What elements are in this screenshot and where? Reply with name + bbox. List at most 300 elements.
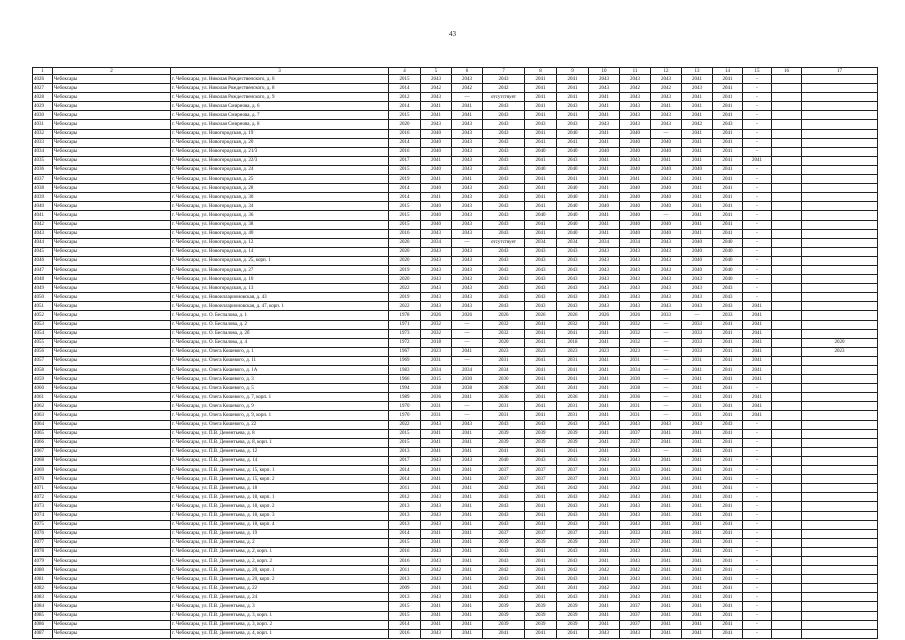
table-cell: г. Чебоксары, ул. Олега Кошевого, д. 22 xyxy=(171,420,389,429)
table-row xyxy=(33,84,878,93)
table-cell: 2043 xyxy=(557,256,589,265)
table-cell: 2042 xyxy=(483,484,525,493)
table-cell: 2043 xyxy=(483,120,525,129)
table-cell: - xyxy=(743,575,772,584)
table-cell: г. Чебоксары, ул. Новогородская, д. 38 xyxy=(171,220,389,229)
table-cell: 2014 xyxy=(389,102,421,111)
table-cell: 2043 xyxy=(483,102,525,111)
table-cell xyxy=(772,456,802,465)
table-cell: 2040 xyxy=(421,165,452,174)
table-cell: — xyxy=(651,129,682,138)
table-cell: 2043 xyxy=(557,556,589,565)
table-cell: - xyxy=(743,165,772,174)
table-cell: 2026 xyxy=(525,311,557,320)
table-cell: 2041 xyxy=(452,556,483,565)
table-cell: 4042 xyxy=(33,220,53,229)
page-number: 43 xyxy=(449,30,456,38)
table-cell: 2043 xyxy=(651,275,682,284)
table-cell: 2041 xyxy=(525,229,557,238)
table-cell xyxy=(772,311,802,320)
table-cell: 2043 xyxy=(651,175,682,184)
table-cell: 2043 xyxy=(682,420,713,429)
table-cell: 2043 xyxy=(483,420,525,429)
table-cell: Чебоксары xyxy=(53,438,171,447)
table-cell: 2041 xyxy=(452,393,483,402)
table-cell: 1983 xyxy=(389,366,421,375)
table-cell: 2041 xyxy=(525,220,557,229)
table-cell: 2041 xyxy=(525,84,557,93)
table-cell: 2041 xyxy=(713,629,743,638)
table-cell xyxy=(802,247,878,256)
column-number: 7 xyxy=(483,68,525,75)
table-row xyxy=(33,93,878,102)
table-cell: 2041 xyxy=(713,438,743,447)
table-cell: 2015 xyxy=(389,429,421,438)
table-cell: Чебоксары xyxy=(53,211,171,220)
table-cell: г. Чебоксары, ул. Новогородская, д. 40 xyxy=(171,229,389,238)
table-cell: 2040 xyxy=(620,202,651,211)
table-cell: - xyxy=(743,229,772,238)
table-row xyxy=(33,402,878,411)
table-cell: 2043 xyxy=(651,293,682,302)
table-cell: 2041 xyxy=(589,602,620,611)
table-cell: 2020 xyxy=(483,338,525,347)
table-cell: 2033 xyxy=(713,311,743,320)
table-cell: 2043 xyxy=(483,293,525,302)
table-cell: 2043 xyxy=(620,111,651,120)
table-cell xyxy=(772,293,802,302)
table-cell xyxy=(772,511,802,520)
table-row xyxy=(33,275,878,284)
table-cell: 2040 xyxy=(421,220,452,229)
table-cell: г. Чебоксары, ул. О. Беспалова, д. 2 xyxy=(171,320,389,329)
table-cell: 4034 xyxy=(33,147,53,156)
table-cell xyxy=(772,484,802,493)
table-row xyxy=(33,547,878,556)
table-cell: 2041 xyxy=(682,156,713,165)
table-cell: г. Чебоксары, ул. Олега Кошевого, д. 5 xyxy=(171,384,389,393)
table-cell: Чебоксары xyxy=(53,356,171,365)
table-cell xyxy=(772,329,802,338)
table-cell: 2036 xyxy=(620,393,651,402)
table-cell: г. Чебоксары, ул. Новогородская, д. 30 xyxy=(171,193,389,202)
table-cell: 2041 xyxy=(525,111,557,120)
table-cell: 2042 xyxy=(620,566,651,575)
table-cell: 2042 xyxy=(421,84,452,93)
table-row xyxy=(33,411,878,420)
table-cell: 2015 xyxy=(389,111,421,120)
table-cell: 2041 xyxy=(589,184,620,193)
table-cell: 2041 xyxy=(713,566,743,575)
table-cell: Чебоксары xyxy=(53,193,171,202)
table-cell xyxy=(802,120,878,129)
table-cell: 2041 xyxy=(452,584,483,593)
table-cell: Чебоксары xyxy=(53,511,171,520)
table-row xyxy=(33,438,878,447)
table-cell: г. Чебоксары, ул. П.В. Дементьева, д. 8, корп. 1 xyxy=(171,438,389,447)
table-cell: 1970 xyxy=(389,411,421,420)
table-cell: 4075 xyxy=(33,520,53,529)
table-cell: - xyxy=(743,620,772,629)
table-cell: 2042 xyxy=(651,84,682,93)
table-cell: г. Чебоксары, ул. Новогородская, д. 14 xyxy=(171,247,389,256)
table-cell: 2041 xyxy=(682,584,713,593)
table-cell: 2041 xyxy=(525,484,557,493)
table-cell: - xyxy=(743,93,772,102)
table-cell: - xyxy=(743,202,772,211)
table-cell: 2043 xyxy=(483,547,525,556)
table-cell: 2041 xyxy=(651,547,682,556)
table-cell: 4067 xyxy=(33,447,53,456)
table-cell: 2043 xyxy=(421,256,452,265)
table-cell: 2041 xyxy=(713,556,743,565)
table-cell: 2043 xyxy=(589,75,620,84)
table-row xyxy=(33,429,878,438)
column-number: 2 xyxy=(53,68,171,75)
table-row xyxy=(33,493,878,502)
table-row xyxy=(33,593,878,602)
table-cell: 2043 xyxy=(452,184,483,193)
table-cell: - xyxy=(743,493,772,502)
table-cell: - xyxy=(743,547,772,556)
table-row xyxy=(33,293,878,302)
table-cell: 4048 xyxy=(33,275,53,284)
table-cell: 2037 xyxy=(620,611,651,620)
table-cell: 2040 xyxy=(557,202,589,211)
table-cell: 4079 xyxy=(33,556,53,565)
table-cell: 2041 xyxy=(651,529,682,538)
table-cell: 2031 xyxy=(620,402,651,411)
table-cell: 1994 xyxy=(389,384,421,393)
table-cell: 2043 xyxy=(525,293,557,302)
table-cell: 2039 xyxy=(525,429,557,438)
table-cell: 2041 xyxy=(589,411,620,420)
table-cell: 2026 xyxy=(452,311,483,320)
table-cell: 2043 xyxy=(421,547,452,556)
table-row xyxy=(33,102,878,111)
table-cell: 2043 xyxy=(620,256,651,265)
table-cell: 2043 xyxy=(452,293,483,302)
table-cell: 4044 xyxy=(33,238,53,247)
table-cell xyxy=(772,629,802,638)
table-cell: г. Чебоксары, ул. Олега Кошевого, д. 1А xyxy=(171,366,389,375)
table-cell: 2041 xyxy=(589,556,620,565)
table-cell: 2026 xyxy=(483,311,525,320)
table-cell: г. Чебоксары, ул. П.В. Дементьева, д. 8 xyxy=(171,429,389,438)
table-cell: 2043 xyxy=(620,493,651,502)
table-cell: 2043 xyxy=(525,120,557,129)
table-cell: 2041 xyxy=(743,356,772,365)
table-cell: 2043 xyxy=(682,84,713,93)
table-cell: 2043 xyxy=(589,84,620,93)
table-cell xyxy=(802,75,878,84)
table-cell: Чебоксары xyxy=(53,220,171,229)
table-cell: 2043 xyxy=(713,420,743,429)
table-cell: 1973 xyxy=(389,329,421,338)
table-cell: г. Чебоксары, ул. Новогородская, д. 34 xyxy=(171,202,389,211)
table-cell: 2043 xyxy=(620,293,651,302)
table-cell: 2041 xyxy=(589,102,620,111)
table-cell xyxy=(772,429,802,438)
table-cell: 2031 xyxy=(483,356,525,365)
table-cell xyxy=(802,556,878,565)
table-cell: 4069 xyxy=(33,466,53,475)
table-cell: — xyxy=(651,402,682,411)
table-cell: 2041 xyxy=(557,75,589,84)
table-cell: 2041 xyxy=(713,593,743,602)
table-cell: 2040 xyxy=(682,247,713,256)
table-cell: 2032 xyxy=(421,329,452,338)
table-cell: г. Чебоксары, ул. Олега Кошевого, д. 9, корп. 1 xyxy=(171,411,389,420)
table-cell: 4053 xyxy=(33,320,53,329)
table-cell: 2041 xyxy=(651,438,682,447)
table-cell: 2043 xyxy=(557,302,589,311)
table-cell: 2041 xyxy=(682,393,713,402)
table-cell: 4082 xyxy=(33,584,53,593)
table-cell: 2041 xyxy=(713,484,743,493)
table-cell: г. Чебоксары, ул. Николая Смирнова, д. 8 xyxy=(171,120,389,129)
table-cell: 2043 xyxy=(620,102,651,111)
table-cell: Чебоксары xyxy=(53,447,171,456)
table-cell: 2041 xyxy=(651,556,682,565)
table-cell xyxy=(802,156,878,165)
table-row xyxy=(33,156,878,165)
table-cell: - xyxy=(743,256,772,265)
table-row xyxy=(33,111,878,120)
table-cell: г. Чебоксары, ул. Новогородская, д. 20 xyxy=(171,138,389,147)
table-cell: 2041 xyxy=(589,520,620,529)
table-cell: 2041 xyxy=(589,429,620,438)
table-row xyxy=(33,484,878,493)
table-cell: 2041 xyxy=(713,138,743,147)
table-cell: 2039 xyxy=(557,429,589,438)
table-cell: 2043 xyxy=(452,193,483,202)
table-cell: 2041 xyxy=(557,93,589,102)
table-cell: 2043 xyxy=(421,556,452,565)
table-cell: - xyxy=(743,566,772,575)
table-cell: — xyxy=(651,384,682,393)
table-cell: 2041 xyxy=(589,484,620,493)
table-cell: 2040 xyxy=(557,229,589,238)
table-cell: Чебоксары xyxy=(53,629,171,638)
table-cell: 2032 xyxy=(620,338,651,347)
table-cell: 2043 xyxy=(589,284,620,293)
table-cell: 2041 xyxy=(452,111,483,120)
table-cell: - xyxy=(743,265,772,274)
table-cell: г. Чебоксары, ул. Новогородская, д. 19 xyxy=(171,129,389,138)
table-cell xyxy=(802,529,878,538)
table-cell: 2041 xyxy=(682,602,713,611)
table-cell: г. Чебоксары, ул. Олега Кошевого, д. 11 xyxy=(171,356,389,365)
table-cell: 2043 xyxy=(483,129,525,138)
table-cell: 4037 xyxy=(33,175,53,184)
table-cell: 2041 xyxy=(682,475,713,484)
table-cell: 2033 xyxy=(682,347,713,356)
table-cell: 2043 xyxy=(620,284,651,293)
table-cell: 2015 xyxy=(389,75,421,84)
table-cell: 2014 xyxy=(389,475,421,484)
table-cell: 2042 xyxy=(620,484,651,493)
table-cell: 2041 xyxy=(557,375,589,384)
table-cell: 2014 xyxy=(389,84,421,93)
table-cell: - xyxy=(743,129,772,138)
table-cell: Чебоксары xyxy=(53,284,171,293)
table-cell xyxy=(802,602,878,611)
table-row xyxy=(33,265,878,274)
table-cell xyxy=(802,447,878,456)
table-cell: 2041 xyxy=(682,102,713,111)
table-cell xyxy=(802,393,878,402)
column-number: 4 xyxy=(389,68,421,75)
table-cell xyxy=(802,620,878,629)
table-cell: 2043 xyxy=(483,175,525,184)
table-cell: 2023 xyxy=(557,347,589,356)
table-cell xyxy=(772,193,802,202)
table-cell: Чебоксары xyxy=(53,538,171,547)
table-cell: 2040 xyxy=(620,129,651,138)
table-cell: 2043 xyxy=(651,247,682,256)
table-cell: 2042 xyxy=(620,84,651,93)
table-cell: — xyxy=(651,347,682,356)
table-cell: 2041 xyxy=(651,520,682,529)
table-cell: 2043 xyxy=(452,256,483,265)
table-cell: - xyxy=(743,447,772,456)
table-cell: 2043 xyxy=(589,629,620,638)
table-cell: г. Чебоксары, ул. Олега Кошевого, д. 9 xyxy=(171,402,389,411)
table-cell: 1972 xyxy=(389,338,421,347)
table-cell: — xyxy=(452,320,483,329)
column-number: 10 xyxy=(589,68,620,75)
table-cell: 2037 xyxy=(557,529,589,538)
table-row xyxy=(33,129,878,138)
table-cell: Чебоксары xyxy=(53,102,171,111)
table-cell: 2043 xyxy=(620,265,651,274)
table-cell: 2043 xyxy=(589,256,620,265)
table-cell: 2017 xyxy=(389,456,421,465)
table-cell xyxy=(772,75,802,84)
table-cell: 2041 xyxy=(589,575,620,584)
table-cell: 2038 xyxy=(421,384,452,393)
table-cell: 2040 xyxy=(651,229,682,238)
table-cell xyxy=(772,275,802,284)
table-cell: 2041 xyxy=(421,484,452,493)
table-cell: 4047 xyxy=(33,265,53,274)
table-cell: Чебоксары xyxy=(53,575,171,584)
table-cell: Чебоксары xyxy=(53,366,171,375)
table-cell: 2043 xyxy=(651,93,682,102)
table-cell: 2041 xyxy=(713,447,743,456)
table-cell: 2041 xyxy=(452,529,483,538)
table-cell: 2041 xyxy=(589,511,620,520)
table-cell: 2033 xyxy=(620,529,651,538)
table-row xyxy=(33,602,878,611)
table-cell: 2037 xyxy=(525,475,557,484)
table-cell: 2039 xyxy=(483,538,525,547)
table-cell: 2041 xyxy=(525,502,557,511)
table-cell: 2041 xyxy=(682,93,713,102)
table-cell: 2039 xyxy=(483,620,525,629)
table-cell xyxy=(772,356,802,365)
table-cell: - xyxy=(743,438,772,447)
table-cell: - xyxy=(743,456,772,465)
table-cell: 2040 xyxy=(682,238,713,247)
table-cell: 2026 xyxy=(421,311,452,320)
table-cell: 2032 xyxy=(483,320,525,329)
table-cell: Чебоксары xyxy=(53,347,171,356)
table-row xyxy=(33,284,878,293)
table-cell: Чебоксары xyxy=(53,411,171,420)
table-cell: 4086 xyxy=(33,620,53,629)
table-cell: 2041 xyxy=(421,611,452,620)
table-cell xyxy=(802,284,878,293)
table-cell: 4052 xyxy=(33,311,53,320)
table-cell xyxy=(802,484,878,493)
table-cell: 2041 xyxy=(452,175,483,184)
table-cell xyxy=(772,502,802,511)
table-cell: 2041 xyxy=(452,438,483,447)
table-cell xyxy=(772,102,802,111)
table-cell: 4083 xyxy=(33,593,53,602)
table-cell: 2041 xyxy=(743,347,772,356)
column-number: 17 xyxy=(802,68,878,75)
table-cell: 2043 xyxy=(713,120,743,129)
table-cell: 2041 xyxy=(421,193,452,202)
table-cell: 2041 xyxy=(713,193,743,202)
table-cell: г. Чебоксары, ул. О. Беспалова, д. 2б xyxy=(171,329,389,338)
table-cell: 2013 xyxy=(389,511,421,520)
table-cell: 2043 xyxy=(483,593,525,602)
table-cell: 2040 xyxy=(713,238,743,247)
table-cell: 2041 xyxy=(682,184,713,193)
table-cell: 4074 xyxy=(33,511,53,520)
table-cell: г. Чебоксары, ул. Новоилларионовская, д. 47, корп. 1 xyxy=(171,302,389,311)
table-cell: 2041 xyxy=(525,184,557,193)
table-cell: 2041 xyxy=(452,566,483,575)
column-number: 6 xyxy=(452,68,483,75)
table-cell xyxy=(772,566,802,575)
table-cell: 2041 xyxy=(651,611,682,620)
table-cell: 4070 xyxy=(33,475,53,484)
table-cell: г. Чебоксары, ул. П.В. Дементьева, д. 14 xyxy=(171,456,389,465)
table-cell: Чебоксары xyxy=(53,93,171,102)
table-cell: г. Чебоксары, ул. П.В. Дементьева, д. 22 xyxy=(171,584,389,593)
table-cell: г. Чебоксары, ул. Новоилларионовская, д. 43 xyxy=(171,293,389,302)
table-cell: 4073 xyxy=(33,502,53,511)
table-cell: 2041 xyxy=(557,175,589,184)
table-cell xyxy=(802,493,878,502)
table-cell: 2041 xyxy=(682,484,713,493)
table-cell: г. Чебоксары, ул. Новогородская, д. 24 xyxy=(171,165,389,174)
table-cell: 2039 xyxy=(525,438,557,447)
column-number: 9 xyxy=(557,68,589,75)
table-cell: 2013 xyxy=(389,593,421,602)
table-cell: 2043 xyxy=(421,575,452,584)
table-cell: 2041 xyxy=(452,466,483,475)
table-cell: 2041 xyxy=(682,211,713,220)
table-cell: 2041 xyxy=(589,93,620,102)
table-cell: г. Чебоксары, ул. Олега Кошевого, д. 1 xyxy=(171,347,389,356)
table-cell: 2041 xyxy=(682,384,713,393)
table-cell: 4087 xyxy=(33,629,53,638)
table-cell: 4038 xyxy=(33,184,53,193)
table-cell: 2043 xyxy=(620,547,651,556)
table-cell: 2043 xyxy=(557,247,589,256)
table-cell: 2041 xyxy=(557,111,589,120)
table-cell: 4050 xyxy=(33,293,53,302)
table-cell: 2043 xyxy=(525,247,557,256)
table-cell: 2043 xyxy=(557,156,589,165)
table-cell: 2043 xyxy=(421,247,452,256)
